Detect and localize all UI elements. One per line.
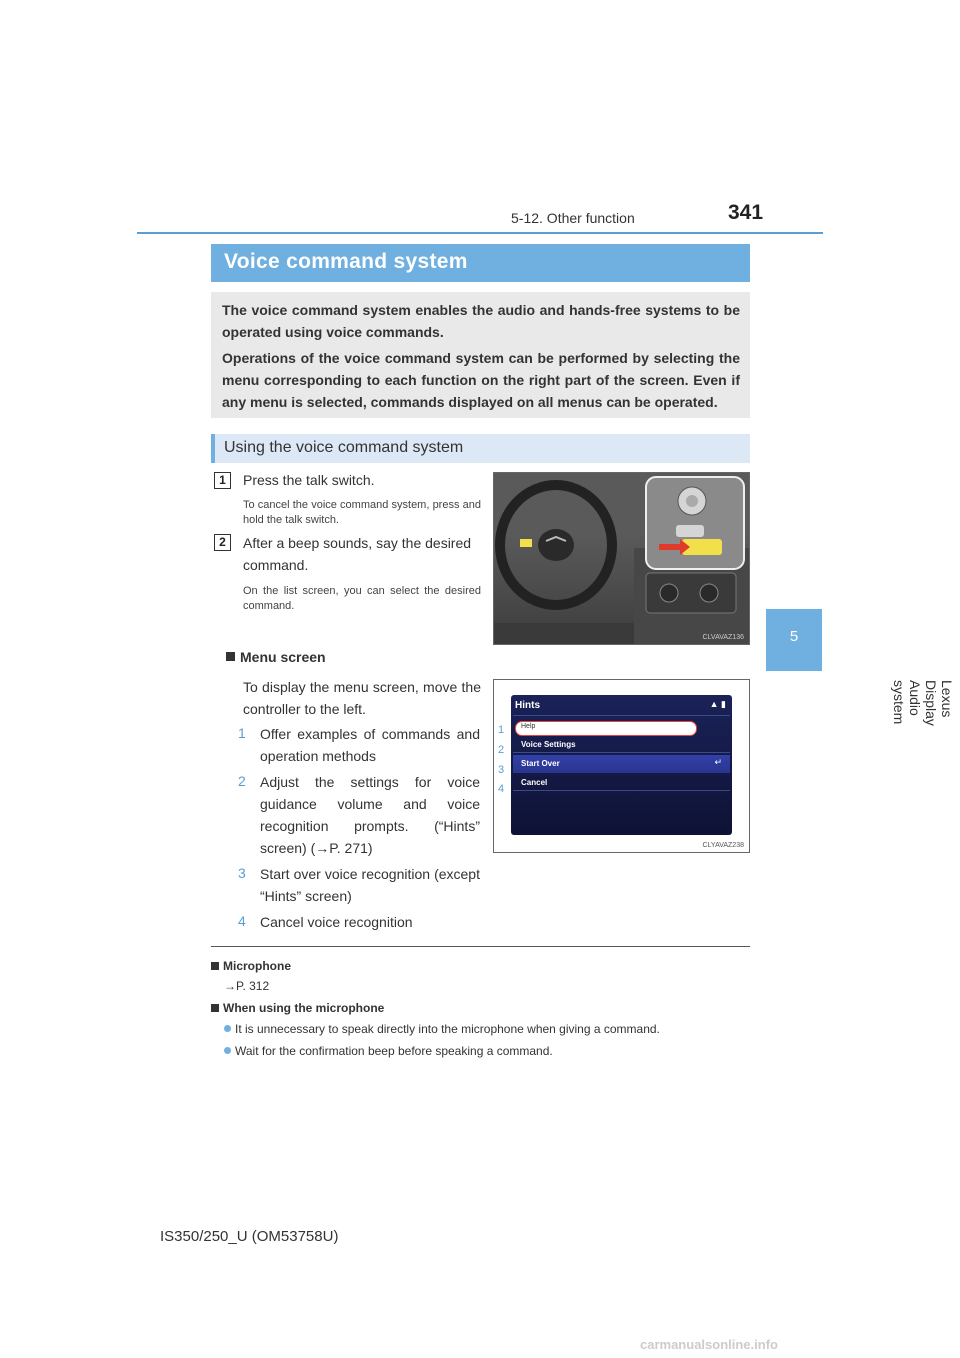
intro-paragraph-1: The voice command system enables the audio and hands-free systems to be operated using voice commands. (222, 302, 740, 340)
section-title: 5-12. Other function (511, 210, 635, 226)
callout-4: 4 (498, 783, 505, 795)
item-desc-1: Offer examples of commands and operation methods (260, 726, 480, 764)
callout-1: 1 (498, 724, 505, 736)
page-number: 341 (728, 201, 764, 224)
square-bullet-icon (211, 962, 219, 970)
cancel-menu-item[interactable]: Cancel (521, 778, 548, 787)
bullet-2: Wait for the confirmation beep before speaking a command. (224, 1044, 553, 1058)
callout-3: 3 (498, 764, 505, 776)
steering-wheel-figure (493, 472, 750, 645)
steering-wheel-illustration (494, 473, 749, 644)
item-desc-2: Adjust the settings for voice guidance volume and voice recognition prompts. (“Hints” screen) (→P. 271) (260, 774, 480, 856)
hints-screen-figure (493, 679, 750, 853)
chapter-number: 5 (789, 628, 799, 645)
step-note-1: To cancel the voice command system, press and hold the talk switch. (243, 499, 481, 526)
status-icons: ▲ ▮ (709, 699, 726, 709)
item-number-4: 4 (238, 913, 246, 929)
hints-screen-title: Hints (515, 700, 540, 711)
help-menu-item[interactable]: Help (515, 721, 697, 736)
microphone-reference: →P. 312 (224, 979, 270, 993)
subsection-title: Using the voice command system (224, 439, 464, 456)
square-bullet-icon (226, 652, 235, 661)
header-divider (137, 232, 823, 234)
item-number-1: 1 (238, 725, 246, 741)
bullet-1: It is unnecessary to speak directly into the microphone when giving a command. (224, 1022, 660, 1036)
item-desc-4: Cancel voice recognition (260, 914, 413, 930)
step-text-1: Press the talk switch. (243, 472, 375, 488)
step-note-2: On the list screen, you can select the desired command. (243, 585, 481, 612)
item-number-2: 2 (238, 773, 246, 789)
hints-display (511, 695, 732, 835)
manual-code: IS350/250_U (OM53758U) (160, 1228, 339, 1245)
when-using-heading: When using the microphone (211, 1001, 384, 1015)
voice-settings-menu-item[interactable]: Voice Settings (521, 740, 576, 749)
step-number-1: 1 (214, 472, 231, 489)
callout-2: 2 (498, 744, 505, 756)
intro-paragraph-2: Operations of the voice command system can be performed by selecting the menu corresponding to each function on the right part of the screen. Even if any menu is selected, commands displayed on all menus can be operated. (222, 350, 740, 410)
square-bullet-icon (211, 1004, 219, 1012)
figure-code-1: CLVAVAZ136 (702, 634, 744, 641)
menu-screen-intro: To display the menu screen, move the controller to the left. (243, 679, 481, 717)
circle-bullet-icon (224, 1025, 231, 1032)
item-desc-3: Start over voice recognition (except “Hints” screen) (260, 866, 480, 904)
footnote-divider (211, 946, 750, 947)
start-over-menu-item[interactable]: Start Over (521, 759, 560, 768)
figure-code-2: CLYAVAZ238 (702, 842, 744, 849)
watermark: carmanualsonline.info (640, 1337, 778, 1352)
back-arrow-icon: ↵ (714, 757, 722, 767)
item-number-3: 3 (238, 865, 246, 881)
page-title: Voice command system (224, 250, 468, 273)
chapter-label: Lexus Display Audio system (891, 680, 955, 726)
step-number-2: 2 (214, 534, 231, 551)
step-text-2: After a beep sounds, say the desired command. (243, 535, 472, 573)
circle-bullet-icon (224, 1047, 231, 1054)
microphone-heading: Microphone (211, 959, 291, 973)
menu-screen-heading: Menu screen (226, 649, 326, 665)
